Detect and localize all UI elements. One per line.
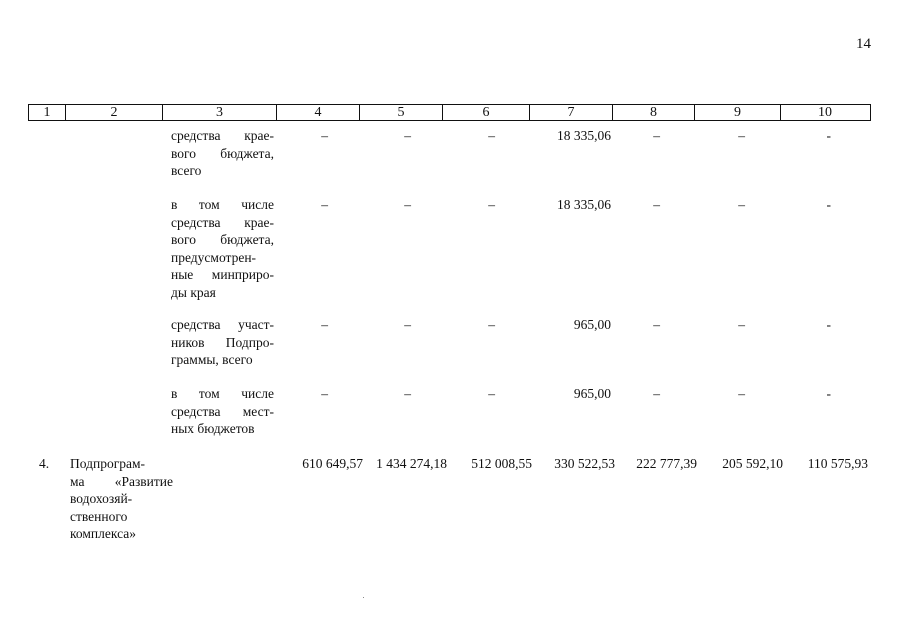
header-cell-3: 3 — [163, 105, 277, 120]
row-4-description — [171, 385, 274, 438]
header-cell-6: 6 — [443, 105, 530, 120]
header-cell-5: 5 — [360, 105, 443, 120]
header-cell-9: 9 — [695, 105, 781, 120]
row-4-col-8: – — [653, 386, 660, 401]
table-header-row — [28, 104, 871, 121]
row-4-col-9: – — [738, 386, 745, 401]
subprogram-number: 4. — [39, 456, 50, 471]
row-4-desc-line-1: в том числе — [171, 386, 274, 401]
row-2-col-4: – — [321, 197, 328, 212]
row-1-desc-line-2: вого бюджета, — [171, 145, 274, 161]
row-1-col-4: – — [321, 128, 328, 143]
row-3-col-6: – — [488, 317, 495, 332]
subprogram-col-5: 1 434 274,18 — [376, 456, 447, 471]
row-1-col-8: – — [653, 128, 660, 143]
subprogram-name-line-5: комплекса» — [70, 526, 136, 541]
header-cell-2: 2 — [66, 105, 163, 120]
row-2-desc-line-1: в том числе — [171, 197, 274, 212]
row-4-desc-line-2: средства мест- — [171, 403, 274, 419]
row-4-col-5: – — [404, 386, 411, 401]
row-3-col-7: 965,00 — [573, 317, 611, 332]
header-cell-1: 1 — [29, 105, 66, 120]
row-3-col-9: – — [738, 317, 745, 332]
row-3-desc-line-2: ников Подпро- — [171, 334, 274, 350]
row-1-desc-line-1: средства крае- — [171, 128, 274, 143]
subprogram-col-4: 610 649,57 — [302, 456, 363, 471]
row-1-desc-line-3: всего — [171, 163, 202, 178]
header-cell-4: 4 — [277, 105, 360, 120]
subprogram-col-7: 330 522,53 — [554, 456, 615, 471]
row-2-col-9: – — [738, 197, 745, 212]
subprogram-col-10: 110 575,93 — [807, 456, 868, 471]
header-cell-7: 7 — [530, 105, 613, 120]
row-3-desc-line-3: граммы, всего — [171, 352, 253, 367]
row-2-desc-line-2: средства крае- — [171, 214, 274, 230]
row-1-col-6: – — [488, 128, 495, 143]
subprogram-col-8: 222 777,39 — [636, 456, 697, 471]
row-1-col-9: – — [738, 128, 745, 143]
subprogram-col-6: 512 008,55 — [471, 456, 532, 471]
row-4-desc-line-3: ных бюджетов — [171, 421, 255, 436]
subprogram-name-line-1: Подпрограм- — [70, 456, 146, 471]
row-4-col-10: - — [826, 386, 831, 401]
header-cell-8: 8 — [613, 105, 695, 120]
page-number: 14 — [856, 36, 871, 52]
row-2-desc-line-3: вого бюджета, — [171, 232, 274, 247]
row-3-col-4: – — [321, 317, 328, 332]
subprogram-col-9: 205 592,10 — [722, 456, 783, 471]
row-3-col-5: – — [404, 317, 411, 332]
row-3-col-10: - — [826, 317, 831, 332]
row-1-description — [171, 127, 274, 180]
row-2-col-6: – — [488, 197, 495, 212]
row-3-description — [171, 316, 274, 369]
row-3-col-8: – — [653, 317, 660, 332]
row-1-col-7: 18 335,06 — [557, 128, 611, 143]
row-2-col-7: 18 335,06 — [557, 197, 611, 212]
subprogram-name-line-2: ма «Развитие — [70, 473, 173, 489]
scan-speck — [363, 597, 364, 598]
row-3-desc-line-1: средства участ- — [171, 317, 274, 332]
subprogram-name-line-4: ственного — [70, 508, 128, 524]
row-4-col-4: – — [321, 386, 328, 401]
subprogram-name — [70, 455, 173, 543]
row-1-col-5: – — [404, 128, 411, 143]
row-2-description — [171, 196, 274, 301]
row-1-col-10: - — [826, 128, 831, 143]
row-2-desc-line-5: ные минприро- — [171, 267, 274, 282]
row-2-col-10: - — [826, 197, 831, 212]
header-cell-10: 10 — [818, 105, 832, 120]
row-2-desc-line-6: ды края — [171, 284, 216, 300]
row-2-col-8: – — [653, 197, 660, 212]
row-4-col-6: – — [488, 386, 495, 401]
row-2-col-5: – — [404, 197, 411, 212]
subprogram-name-line-3: водохозяй- — [70, 491, 133, 506]
row-4-col-7: 965,00 — [573, 386, 611, 401]
row-2-desc-line-4: предусмотрен- — [171, 249, 257, 265]
